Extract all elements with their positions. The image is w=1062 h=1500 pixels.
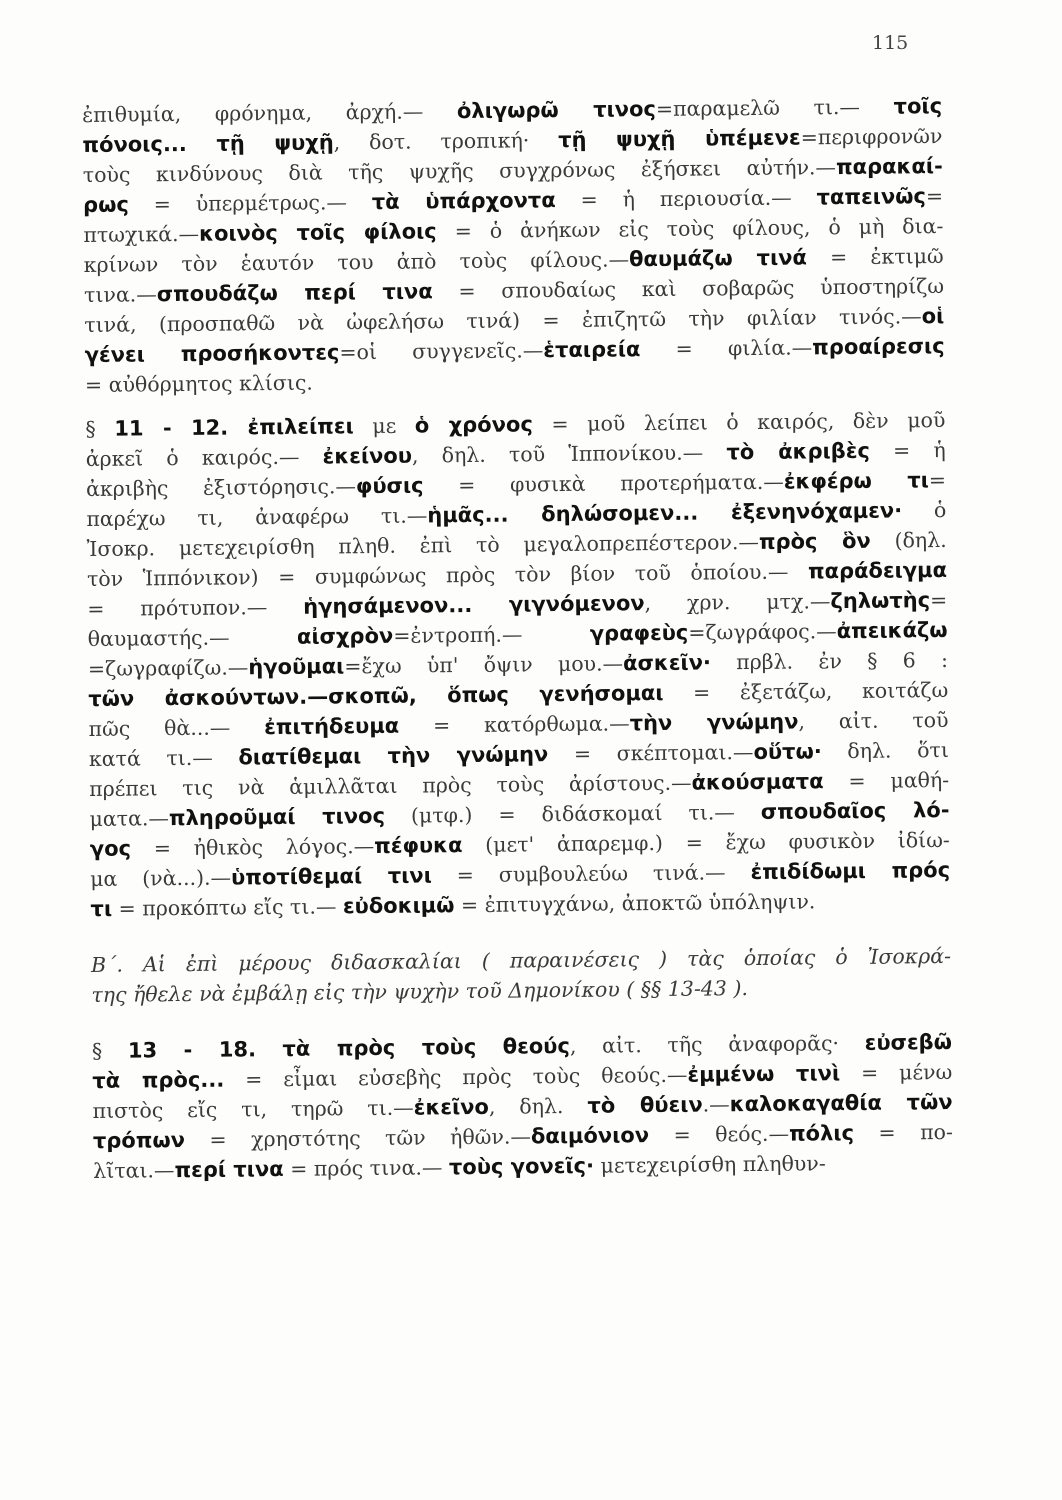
bold-term: παρακαί- xyxy=(835,153,943,180)
gloss-text: = ἡ xyxy=(869,437,946,463)
bold-term: αἰσχρὸν xyxy=(296,623,394,649)
bold-term: ἐκεῖνο xyxy=(413,1094,490,1120)
bold-term: τὰ ὑπάρχοντα xyxy=(371,188,556,214)
bold-term: τὴν γνώμην xyxy=(629,709,799,736)
bold-term: γος xyxy=(89,836,132,861)
bold-term: τρόπων xyxy=(92,1127,186,1153)
bold-term: τι xyxy=(90,896,113,921)
bold-term: καλοκαγαθία τῶν xyxy=(729,1089,953,1117)
gloss-text: = ἐκτιμῶ xyxy=(806,243,944,270)
gloss-text: = ἠθικὸς λόγος.— xyxy=(130,833,375,861)
bold-term: ἡγοῦμαι xyxy=(248,654,345,680)
gloss-text: ἀρκεῖ ὁ καιρός.— xyxy=(85,444,323,471)
gloss-text: = xyxy=(925,183,944,209)
bold-term: δαιμόνιον xyxy=(530,1123,650,1149)
bold-term: τῶν ἀσκούντων.—σκοπῶ, ὅπως γενήσομαι xyxy=(88,680,664,711)
gloss-text: = ἐξετάζω, κοιτάζω xyxy=(663,677,949,705)
gloss-text: = φυσικὰ προτερήματα.— xyxy=(423,469,784,498)
bold-term: ἐπιδίδωμι πρός xyxy=(750,857,951,885)
gloss-text: τοὺς κινδύνους διὰ τῆς ψυχῆς συγχρόνως ἐξήσκει αὐτήν.— xyxy=(82,155,837,187)
gloss-text: = προκόπτω εἴς τι.— xyxy=(111,894,344,921)
bold-term: παράδειγμα xyxy=(807,557,948,584)
gloss-text: πιστὸς εἴς τι, τηρῶ τι.— xyxy=(92,1095,414,1123)
bold-term: ἀσκεῖν· xyxy=(622,650,712,676)
bold-term: τὸ ἀκριβὲς xyxy=(726,438,871,465)
gloss-text: =οἱ συγγενεῖς.— xyxy=(339,338,544,365)
gloss-text: .— xyxy=(702,1092,730,1117)
bold-term: τῇ ψυχῇ ὑπέμενε xyxy=(557,125,801,153)
bold-term: τοὺς γονεῖς· xyxy=(448,1153,595,1180)
bold-term: τὰ πρὸς... xyxy=(92,1067,225,1093)
bold-term: σπουδάζω περί τινα xyxy=(156,279,433,307)
gloss-text: , δηλ. τοῦ Ἱππονίκου.— xyxy=(411,440,727,468)
gloss-text: ματα.— xyxy=(89,806,170,831)
gloss-text: § xyxy=(85,416,115,441)
gloss-text: = χρηστότης τῶν ἠθῶν.— xyxy=(184,1124,532,1152)
gloss-text: παρέχω τι, ἀναφέρω τι.— xyxy=(86,503,428,531)
gloss-text: = εἶμαι εὐσεβὴς πρὸς τοὺς θεούς.— xyxy=(224,1062,688,1092)
gloss-text: = φιλία.— xyxy=(640,335,813,362)
gloss-text: =παραμελῶ τι.— xyxy=(655,94,894,121)
gloss-text: πῶς θὰ...— xyxy=(88,715,265,741)
bold-term: σπουδαῖος λό- xyxy=(760,797,950,824)
gloss-text: κρίνων τὸν ἑαυτόν του ἀπὸ τοὺς φίλους.— xyxy=(83,247,630,277)
page-number: 115 xyxy=(872,32,909,54)
bold-term: πόλις xyxy=(788,1120,855,1146)
gloss-text: , δηλ. xyxy=(488,1093,588,1119)
gloss-text: = μένω xyxy=(839,1059,953,1086)
paragraph-p3 xyxy=(91,941,952,1010)
gloss-text: (μετ' ἀπαρεμφ.) = ἔχω φυσικὸν ἰδίω- xyxy=(462,827,950,858)
gloss-text: πρβλ. ἐν § 6 : xyxy=(710,647,949,675)
gloss-text: λῖται.— xyxy=(93,1158,175,1183)
gloss-text: = συμβουλεύω τινά.— xyxy=(431,860,751,888)
bold-term: διατίθεμαι τὴν γνώμην xyxy=(238,742,549,770)
bold-term: οἱ xyxy=(921,303,945,329)
gloss-text: Ἰσοκρ. μετεχειρίσθη πληθ. ἐπὶ τὸ μεγαλοπρεπέστερον.— xyxy=(86,529,760,561)
gloss-text: =περιφρονῶν xyxy=(800,123,943,150)
paragraph-p1 xyxy=(82,91,945,400)
bold-term: ταπεινῶς xyxy=(816,184,927,210)
gloss-text: = σπουδαίως καὶ σοβαρῶς ὑποστηρίζω xyxy=(432,273,945,304)
gloss-text: =ζωγράφος.— xyxy=(688,619,837,645)
bold-term: ἡγησάμενον... γιγνόμενον xyxy=(303,591,645,619)
bold-term: ἐκφέρω τι xyxy=(783,468,929,494)
gloss-text: (δηλ. xyxy=(870,527,947,553)
bold-term: θαυμάζω τινά xyxy=(628,245,808,272)
bold-term: κοινὸς τοῖς φίλοις xyxy=(198,219,437,246)
gloss-text: =ἔχω ὑπ' ὄψιν μου.— xyxy=(344,651,624,679)
bold-term: τὸ θύειν xyxy=(587,1092,703,1118)
bold-term: πρὸς ὃν xyxy=(758,528,871,554)
gloss-text: , χρν. μτχ.— xyxy=(644,589,831,616)
gloss-text: κατά τι.— xyxy=(88,745,239,771)
bold-term: ἐκείνου xyxy=(322,443,413,469)
gloss-text: ὁ xyxy=(901,497,947,523)
gloss-text: της ἤθελε νὰ ἐμβάλῃ εἰς τὴν ψυχὴν τοῦ Δημονίκου ( §§ 13-43 ). xyxy=(91,976,749,1007)
gloss-text: (μτφ.) = διδάσκομαί τι.— xyxy=(384,799,761,828)
bold-term: γραφεὺς xyxy=(589,620,689,646)
bold-term: ἐμμένω τινὶ xyxy=(687,1061,841,1087)
paragraph-p4 xyxy=(92,1027,954,1186)
bold-term: ἑταιρεία xyxy=(543,337,641,363)
bold-term: πόνοις... τῇ ψυχῇ xyxy=(82,130,334,157)
gloss-text: μα (νὰ...).— xyxy=(90,865,232,891)
gloss-text: = ἡ περιουσία.— xyxy=(555,185,817,213)
gloss-text: = μαθή- xyxy=(823,767,950,794)
bold-term: ἀκούσματα xyxy=(691,769,824,795)
paragraph-p2 xyxy=(85,405,950,924)
gloss-text: , δοτ. τροπική· xyxy=(333,128,559,155)
gloss-text: ἐπιθυμία, φρόνημα, ἀρχή.— xyxy=(82,99,458,127)
gloss-text: = ὁ ἀνήκων εἰς τοὺς φίλους, ὁ μὴ δια- xyxy=(436,213,944,244)
gloss-text: = σκέπτομαι.— xyxy=(548,740,754,767)
gloss-text: μετεχειρίσθη πληθυν- xyxy=(593,1151,826,1178)
bold-term: εὐδοκιμῶ xyxy=(342,893,455,919)
bold-term: οὕτω· xyxy=(753,739,822,765)
bold-term: 13 - 18. τὰ πρὸς τοὺς θεούς xyxy=(127,1033,570,1063)
gloss-text: , αἰτ. τῆς ἀναφορᾶς· xyxy=(569,1030,865,1058)
gloss-text: =ἐντροπή.— xyxy=(393,621,590,648)
gloss-text: τινα.— xyxy=(83,282,157,307)
bold-term: πληροῦμαί τινος xyxy=(168,803,386,831)
gloss-text: = μοῦ λείπει ὁ καιρός, δὲν μοῦ xyxy=(532,407,946,437)
gloss-text: πτωχικά.— xyxy=(83,221,200,247)
bold-term: ὁ χρόνος xyxy=(414,412,533,438)
gloss-text: ἀκριβὴς ἐξιστόρησις.— xyxy=(85,474,357,501)
gloss-text: με xyxy=(353,413,415,439)
gloss-text: = κατόρθωμα.— xyxy=(399,711,630,738)
gloss-text: = ὑπερμέτρως.— xyxy=(128,189,372,217)
bold-term: εὐσεβῶ xyxy=(864,1029,953,1055)
gloss-text: τινά, (προσπαθῶ νὰ ὠφελήσω τινά) = ἐπιζητῶ τὴν φιλίαν τινός.— xyxy=(84,304,922,337)
bold-term: ὀλιγωρῶ τινος xyxy=(456,96,657,124)
bold-term: φύσις xyxy=(355,473,424,499)
gloss-text: = ἐπιτυγχάνω, ἀποκτῶ ὑπόληψιν. xyxy=(454,889,816,918)
bold-term: πέφυκα xyxy=(374,833,463,858)
gloss-text: τὸν Ἱππόνικον) = συμφώνως πρὸς τὸν βίον τοῦ ὁποίου.— xyxy=(86,559,809,591)
gloss-text: = πο- xyxy=(853,1119,953,1145)
gloss-text: Β΄. Αἱ ἐπὶ μέρους διδασκαλίαι ( παραινέσεις ) τὰς ὁποίας ὁ Ἰσοκρά- xyxy=(90,943,952,977)
bold-term: ζηλωτὴς xyxy=(830,588,931,614)
gloss-text: = πρότυπον.— xyxy=(87,594,304,621)
gloss-text: = xyxy=(929,587,948,613)
bold-term: ρως xyxy=(82,192,129,217)
gloss-text: § xyxy=(91,1038,129,1063)
page-body xyxy=(82,91,953,1186)
gloss-text: δηλ. ὅτι xyxy=(821,737,949,764)
bold-term: τοῖς xyxy=(893,93,943,119)
gloss-text: = θεός.— xyxy=(648,1121,790,1148)
gloss-text: θαυμαστής.— xyxy=(87,624,298,651)
bold-term: περί τινα xyxy=(174,1156,284,1183)
gloss-text: = αὐθόρμητος κλίσις. xyxy=(84,370,314,397)
bold-term: ἐπιτήδευμα xyxy=(264,713,400,740)
bold-term: 11 - 12. ἐπιλείπει xyxy=(114,414,354,441)
bold-term: ἀπεικάζω xyxy=(836,617,948,644)
bold-term: ὑποτίθεμαί τινι xyxy=(230,863,432,890)
bold-term: ἡμᾶς... δηλώσομεν... ἐξενηνόχαμεν· xyxy=(427,498,903,528)
gloss-text: = xyxy=(928,467,947,493)
gloss-text: , αἰτ. τοῦ xyxy=(798,707,949,734)
gloss-text: πρέπει τις νὰ ἁμιλλᾶται πρὸς τοὺς ἀρίστους.— xyxy=(89,770,692,801)
bold-term: προαίρεσις xyxy=(812,333,945,360)
gloss-text: =ζωγραφίζω.— xyxy=(87,655,249,681)
bold-term: γένει προσήκοντες xyxy=(84,340,340,367)
gloss-text: = πρός τινα.— xyxy=(283,1155,450,1181)
